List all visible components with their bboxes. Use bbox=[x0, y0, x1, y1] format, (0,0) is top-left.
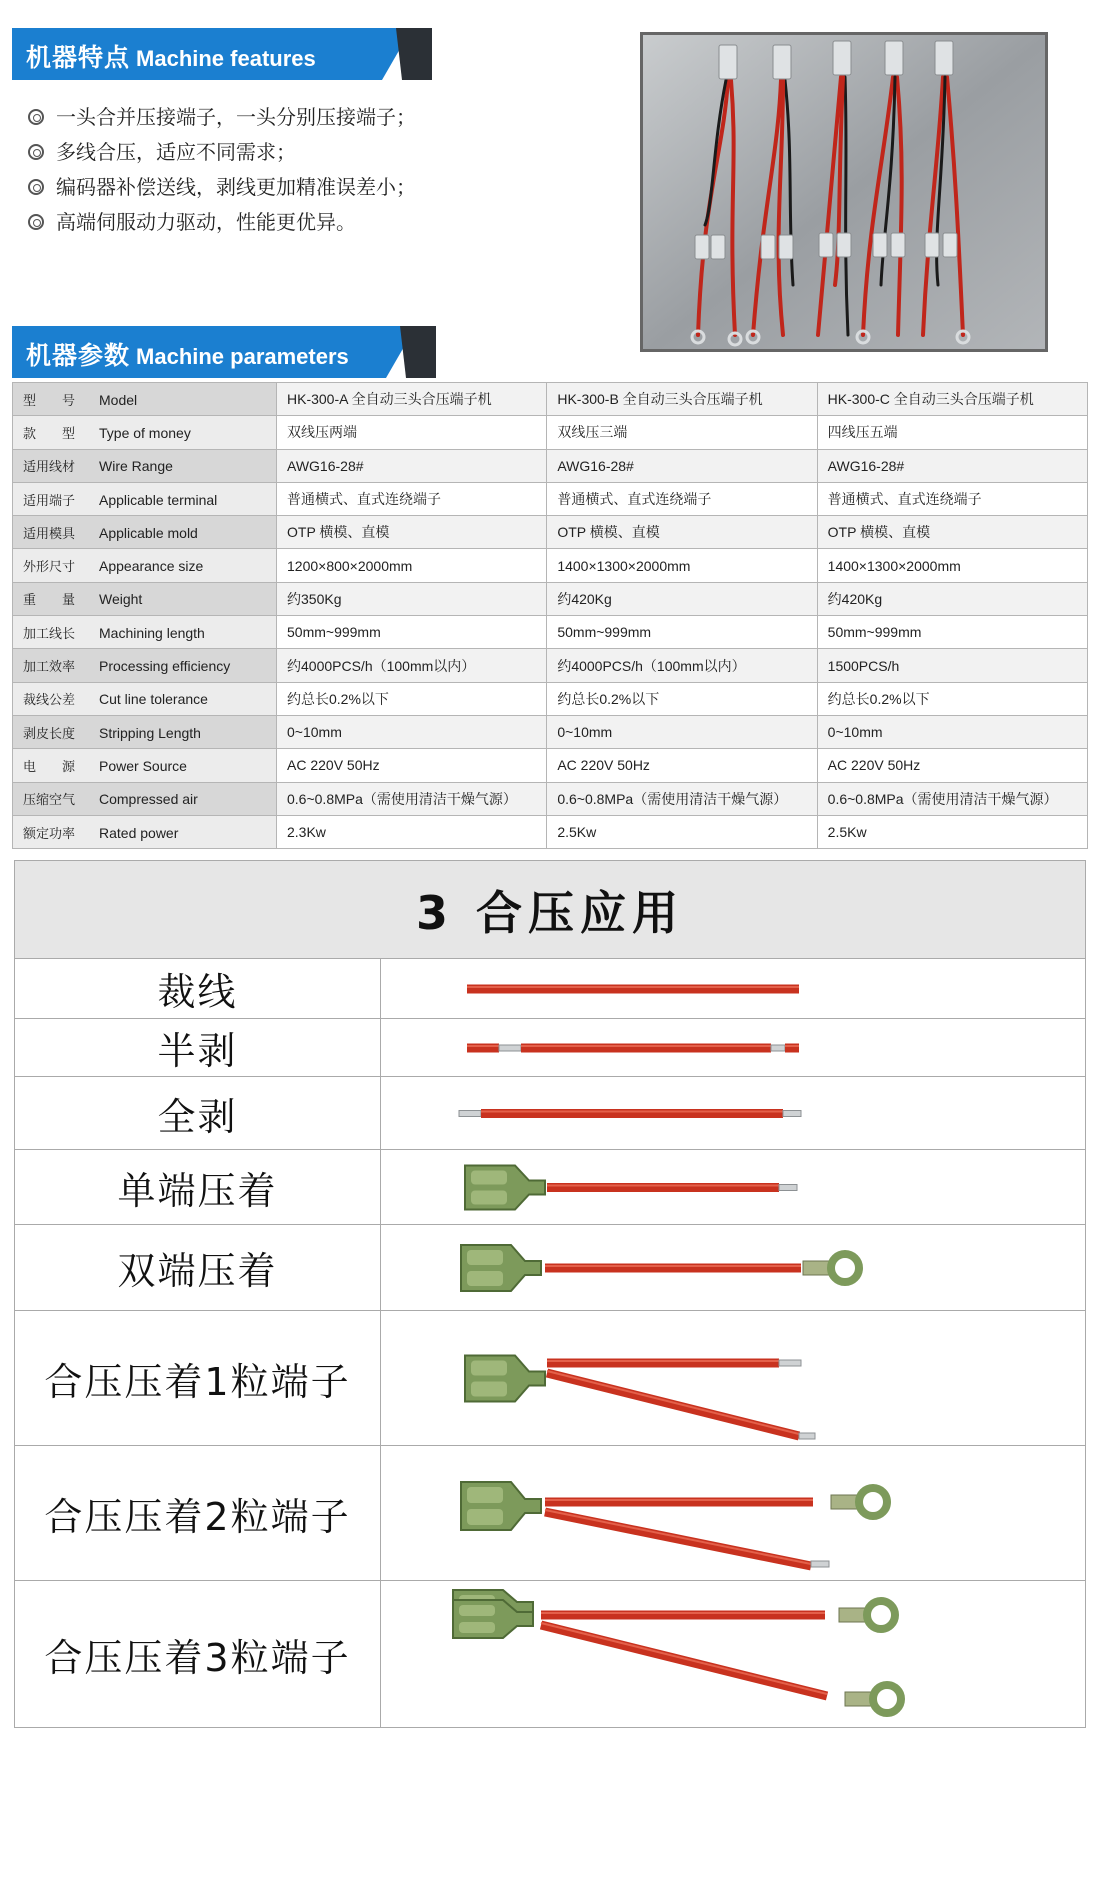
param-value-a: 普通横式、直式连绕端子 bbox=[277, 482, 547, 515]
param-row bbox=[13, 416, 1088, 449]
param-label-en: Applicable terminal bbox=[99, 491, 218, 508]
param-label-en: Rated power bbox=[99, 824, 179, 841]
param-value-b: AC 220V 50Hz bbox=[547, 749, 817, 782]
param-value-b: 1400×1300×2000mm bbox=[547, 549, 817, 582]
param-value-c: HK-300-C 全自动三头合压端子机 bbox=[817, 383, 1087, 416]
param-label bbox=[13, 416, 277, 449]
param-value-b: 普通横式、直式连绕端子 bbox=[547, 482, 817, 515]
wire-illustration bbox=[381, 959, 1085, 1018]
param-label-en: Machining length bbox=[99, 624, 205, 641]
param-value-a: 50mm~999mm bbox=[277, 616, 547, 649]
param-label bbox=[13, 449, 277, 482]
application-name: 双端压着 bbox=[15, 1225, 381, 1310]
param-label-en: Type of money bbox=[99, 424, 191, 441]
params-banner bbox=[12, 326, 436, 378]
param-label-cn: 型 号 bbox=[23, 393, 76, 409]
param-label bbox=[13, 616, 277, 649]
product-photo bbox=[640, 32, 1048, 352]
param-label-cn: 电 源 bbox=[23, 759, 76, 775]
application-row bbox=[15, 1581, 1085, 1727]
param-label-cn: 适用线材 bbox=[23, 460, 76, 476]
param-row bbox=[13, 449, 1088, 482]
param-value-a: HK-300-A 全自动三头合压端子机 bbox=[277, 383, 547, 416]
wire-illustration bbox=[381, 1581, 1085, 1727]
param-value-c: 0~10mm bbox=[817, 715, 1087, 748]
param-value-a: 约4000PCS/h（100mm以内） bbox=[277, 649, 547, 682]
param-value-b: 50mm~999mm bbox=[547, 616, 817, 649]
param-label bbox=[13, 383, 277, 416]
param-value-a: OTP 横模、直模 bbox=[277, 516, 547, 549]
feature-item: 高端伺服动力驱动，性能更优异。 bbox=[28, 205, 628, 240]
application-name: 合压压着3粒端子 bbox=[15, 1581, 381, 1727]
param-row bbox=[13, 782, 1088, 815]
param-value-c: AWG16-28# bbox=[817, 449, 1087, 482]
param-label bbox=[13, 749, 277, 782]
param-row bbox=[13, 682, 1088, 715]
application-name: 半剥 bbox=[15, 1019, 381, 1076]
wire-illustration bbox=[381, 1150, 1085, 1224]
param-value-c: 约420Kg bbox=[817, 582, 1087, 615]
param-value-a: AC 220V 50Hz bbox=[277, 749, 547, 782]
wire-illustration bbox=[381, 1446, 1085, 1580]
application-row bbox=[15, 1225, 1085, 1311]
param-value-b: 0~10mm bbox=[547, 715, 817, 748]
application-row bbox=[15, 1150, 1085, 1225]
param-value-c: AC 220V 50Hz bbox=[817, 749, 1087, 782]
param-value-c: 0.6~0.8MPa（需使用清洁干燥气源） bbox=[817, 782, 1087, 815]
application-row bbox=[15, 959, 1085, 1019]
param-value-b: AWG16-28# bbox=[547, 449, 817, 482]
application-row bbox=[15, 1311, 1085, 1446]
param-label-en: Stripping Length bbox=[99, 724, 201, 741]
param-label bbox=[13, 782, 277, 815]
param-row bbox=[13, 649, 1088, 682]
param-label-cn: 适用模具 bbox=[23, 526, 76, 542]
param-value-c: 2.5Kw bbox=[817, 815, 1087, 848]
params-title-cn: 机器参数 bbox=[26, 341, 131, 370]
param-label-cn: 剥皮长度 bbox=[23, 726, 76, 742]
parameters-table bbox=[12, 382, 1088, 849]
param-value-a: 2.3Kw bbox=[277, 815, 547, 848]
param-label bbox=[13, 815, 277, 848]
param-row bbox=[13, 516, 1088, 549]
applications-header bbox=[15, 861, 1085, 959]
param-label-cn: 加工效率 bbox=[23, 660, 76, 676]
param-label bbox=[13, 715, 277, 748]
feature-item: 一头合并压接端子，一头分别压接端子； bbox=[28, 100, 628, 135]
param-label-cn: 压缩空气 bbox=[23, 793, 76, 809]
params-title-en: Machine parameters bbox=[136, 344, 349, 369]
param-row bbox=[13, 482, 1088, 515]
circle-bullet-icon bbox=[28, 179, 44, 195]
param-value-b: 0.6~0.8MPa（需使用清洁干燥气源） bbox=[547, 782, 817, 815]
param-value-a: 约350Kg bbox=[277, 582, 547, 615]
features-banner bbox=[12, 28, 432, 80]
param-value-b: 双线压三端 bbox=[547, 416, 817, 449]
circle-bullet-icon bbox=[28, 144, 44, 160]
param-row bbox=[13, 715, 1088, 748]
param-label-en: Compressed air bbox=[99, 791, 198, 808]
param-label-cn: 额定功率 bbox=[23, 826, 76, 842]
application-row bbox=[15, 1446, 1085, 1581]
param-label-cn: 适用端子 bbox=[23, 493, 76, 509]
application-row bbox=[15, 1019, 1085, 1077]
param-label-en: Power Source bbox=[99, 757, 187, 774]
circle-bullet-icon bbox=[28, 109, 44, 125]
param-label bbox=[13, 549, 277, 582]
param-label-cn: 外形尺寸 bbox=[23, 560, 76, 576]
application-name: 单端压着 bbox=[15, 1150, 381, 1224]
param-value-c: 50mm~999mm bbox=[817, 616, 1087, 649]
param-value-b: 约4000PCS/h（100mm以内） bbox=[547, 649, 817, 682]
param-value-c: 1500PCS/h bbox=[817, 649, 1087, 682]
features-list bbox=[28, 100, 628, 240]
wire-illustration bbox=[381, 1311, 1085, 1445]
param-value-a: 1200×800×2000mm bbox=[277, 549, 547, 582]
param-row bbox=[13, 616, 1088, 649]
param-row bbox=[13, 749, 1088, 782]
param-label bbox=[13, 482, 277, 515]
param-label bbox=[13, 516, 277, 549]
applications-table bbox=[14, 860, 1086, 1728]
param-value-c: OTP 横模、直模 bbox=[817, 516, 1087, 549]
application-name: 合压压着2粒端子 bbox=[15, 1446, 381, 1580]
param-value-a: AWG16-28# bbox=[277, 449, 547, 482]
param-label-en: Model bbox=[99, 391, 138, 408]
application-name: 裁线 bbox=[15, 959, 381, 1018]
param-value-a: 0~10mm bbox=[277, 715, 547, 748]
param-row bbox=[13, 582, 1088, 615]
wire-illustration bbox=[381, 1225, 1085, 1310]
param-value-a: 0.6~0.8MPa（需使用清洁干燥气源） bbox=[277, 782, 547, 815]
application-name: 合压压着1粒端子 bbox=[15, 1311, 381, 1445]
param-label-en: Cut line tolerance bbox=[99, 691, 208, 708]
param-label-cn: 重 量 bbox=[23, 593, 76, 609]
param-label-en: Weight bbox=[99, 591, 143, 608]
param-label-en: Appearance size bbox=[99, 558, 204, 575]
param-label bbox=[13, 682, 277, 715]
feature-item: 多线合压，适应不同需求； bbox=[28, 135, 628, 170]
param-value-a: 双线压两端 bbox=[277, 416, 547, 449]
param-value-b: 约总长0.2%以下 bbox=[547, 682, 817, 715]
param-label bbox=[13, 582, 277, 615]
param-label bbox=[13, 649, 277, 682]
circle-bullet-icon bbox=[28, 214, 44, 230]
wire-illustration bbox=[381, 1077, 1085, 1149]
param-value-a: 约总长0.2%以下 bbox=[277, 682, 547, 715]
param-value-c: 四线压五端 bbox=[817, 416, 1087, 449]
param-value-b: 2.5Kw bbox=[547, 815, 817, 848]
application-row bbox=[15, 1077, 1085, 1150]
feature-item: 编码器补偿送线，剥线更加精准误差小； bbox=[28, 170, 628, 205]
param-value-c: 普通横式、直式连绕端子 bbox=[817, 482, 1087, 515]
param-label-en: Processing efficiency bbox=[99, 658, 231, 675]
param-value-c: 1400×1300×2000mm bbox=[817, 549, 1087, 582]
param-row bbox=[13, 815, 1088, 848]
param-value-b: HK-300-B 全自动三头合压端子机 bbox=[547, 383, 817, 416]
param-value-b: 约420Kg bbox=[547, 582, 817, 615]
application-name: 全剥 bbox=[15, 1077, 381, 1149]
param-label-cn: 裁线公差 bbox=[23, 693, 76, 709]
features-title-en: Machine features bbox=[136, 46, 316, 71]
applications-title: 3 合压应用 bbox=[415, 885, 685, 940]
features-title-cn: 机器特点 bbox=[26, 43, 131, 72]
param-value-c: 约总长0.2%以下 bbox=[817, 682, 1087, 715]
param-value-b: OTP 横模、直模 bbox=[547, 516, 817, 549]
param-row bbox=[13, 549, 1088, 582]
param-label-cn: 加工线长 bbox=[23, 626, 76, 642]
param-label-cn: 款 型 bbox=[23, 426, 76, 442]
param-row bbox=[13, 383, 1088, 416]
wire-illustration bbox=[381, 1019, 1085, 1076]
param-label-en: Wire Range bbox=[99, 458, 173, 475]
param-label-en: Applicable mold bbox=[99, 524, 198, 541]
